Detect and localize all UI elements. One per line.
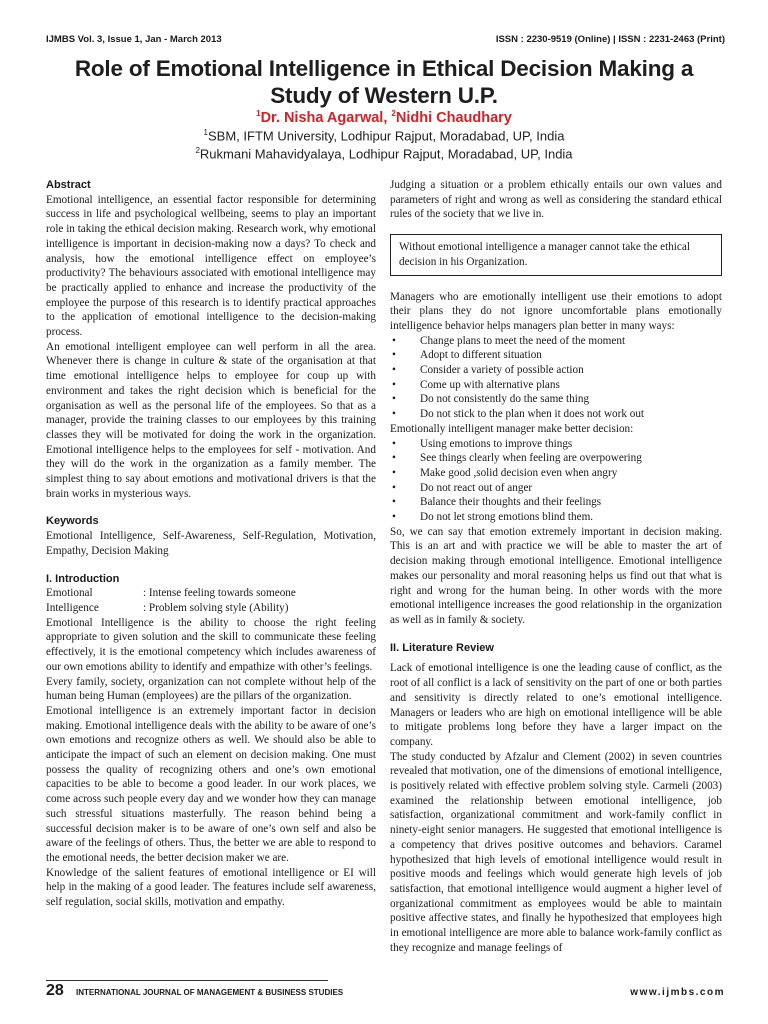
list-item: • See things clearly when feeling are overpowering xyxy=(390,451,722,466)
footer-rule xyxy=(46,980,328,981)
list-item: • Balance their thoughts and their feelings xyxy=(390,495,722,510)
author-1-marker: 1 xyxy=(256,109,261,118)
introduction-paragraph-3: Emotional intelligence is an extremely important factor in decision making. Emotional intelligence deals with the ability to be aware of one’s own emotions and recognize others as well. We should also be able to anticipate the impact of such an element on decision making. One must possess the quality of recognizing others and one’s own emotional capacities to be able to become a good leader. In our work places, we come across such people every day and we wonder how they can manage such stressful situations masterfully. The reason behind being a successful decision maker is to be aware of one’s own self and also be aware of the feelings of others. Thus, the better we are able to respond to the emotional needs, the better decision maker we are. xyxy=(46,704,376,864)
callout-box xyxy=(390,234,722,275)
decision-list xyxy=(390,437,722,525)
affiliation-2-text: Rukmani Mahavidyalaya, Lodhipur Rajput, Moradabad, UP, India xyxy=(199,146,573,162)
list-item: • Do not let strong emotions blind them. xyxy=(390,510,722,525)
author-list xyxy=(0,109,768,126)
definition-row xyxy=(46,601,376,616)
paper-title-line-2: Study of Western U.P. xyxy=(270,83,498,108)
abstract-heading: Abstract xyxy=(46,179,91,191)
list-item: • Adopt to different situation xyxy=(390,348,722,363)
definition-text: : Problem solving style (Ability) xyxy=(143,601,289,614)
abstract-paragraph-2: An emotional intelligent employee can well perform in all the area. Whenever there is change in culture & state of the organisation at that time emotional intelligence helps to employee for coup up with environment and takes the right decision which is beneficial for the organisation as well as the personal life of the employees. So that as a manager, provide the training classes to our employees by this training classes they will be motivated for doing the work in the organization. Emotional intelligence helps to the employees for self - motivation. And they will do the work in the organization as a family member. The simplest thing to say about emotions and motivational drivers is that the brain works in mysterious ways. xyxy=(46,340,376,500)
keywords-heading: Keywords xyxy=(46,515,99,528)
introduction-paragraph-1: Emotional Intelligence is the ability to choose the right feeling appropriate to given solution and the skill to communicate these feeling effectively, it is the emotional competency which includes awareness of our own emotions ability to identify and empathize with other’s feelings. xyxy=(46,616,376,673)
affiliation-1-text: SBM, IFTM University, Lodhipur Rajput, Moradabad, UP, India xyxy=(208,128,565,144)
right-paragraph-3: Emotionally intelligent manager make better decision: xyxy=(390,422,634,435)
list-item: • Change plans to meet the need of the moment xyxy=(390,334,722,349)
planning-list xyxy=(390,334,722,422)
author-2-marker: 2 xyxy=(391,109,396,118)
right-paragraph-2: Managers who are emotionally intelligent use their emotions to adopt their plans they do not ignore uncomfortable plans emotionally intelligence behavior helps managers plan better in many ways: xyxy=(390,290,722,332)
literature-review-heading: II. Literature Review xyxy=(390,641,494,654)
list-item: • Do not stick to the plan when it does not work out xyxy=(390,407,722,422)
list-item: • Do not consistently do the same thing xyxy=(390,392,722,407)
list-item: • Do not react out of anger xyxy=(390,481,722,496)
page-number: 28 xyxy=(46,982,64,999)
definition-term: Intelligence xyxy=(46,601,99,614)
journal-name: INTERNATIONAL JOURNAL OF MANAGEMENT & BUSINESS STUDIES xyxy=(76,988,344,997)
keywords-text: Emotional Intelligence, Self-Awareness, Self-Regulation, Motivation, Empathy, Decision Making xyxy=(46,530,376,557)
affiliation-1-marker: 1 xyxy=(203,128,208,137)
right-column xyxy=(390,178,722,955)
callout-text: Without emotional intelligence a manager cannot take the ethical decision in his Organization. xyxy=(399,241,690,268)
list-item: • Using emotions to improve things xyxy=(390,437,722,452)
author-1-name: Dr. Nisha Agarwal, xyxy=(260,109,388,126)
abstract-paragraph-1: Emotional intelligence, an essential factor responsible for determining success in life and psychological wellbeing, seems to play an important role in taking the ethical decision making. Research work, why emotional intelligence is important in decision-making now a days? To check and analysis, how the emotional intelligence effect on employee’s productivity? The behaviours associated with emotional intelligence may be practically applied to enhance and increase the productivity of the employee the purpose of this research is to identify practical approaches to the application of emotional intelligence to the decision-making process. xyxy=(46,193,376,339)
literature-paragraph-2: The study conducted by Afzalur and Clement (2002) in seven countries revealed that motivation, one of the dimensions of emotional intelligence, is positively related with effective problem solving style. Carmeli (2003) examined the relationship between emotional intelligence, job satisfaction, organizational commitment and work-family conflict in ninety-eight senior managers. He suggested that emotional intelligence is a competency that drives positive outcomes and behaviors. Caramel hypothesized that high levels of emotional intelligence would result in positive moods and feelings which would generate high levels of job satisfaction, that emotional intelligence would augment a higher level of organizational commitment as employees would be able to maintain positive affective states, and finally he hypothesized that employees high in emotional intelligence are more able to balance work-family conflict as they recognize and manage feelings of xyxy=(390,750,722,954)
right-paragraph-4: So, we can say that emotion extremely important in decision making. This is an art and with practice we will be able to master the art of decision making through emotional intelligence. Emotional intelligence makes our personality and moral reasoning helps us find out that what is right and wrong for the human being. In other words with the more emotional intelligence increases the good relationship in the organization as well as in family & society. xyxy=(390,525,722,626)
list-item: • Consider a variety of possible action xyxy=(390,363,722,378)
affiliation-1 xyxy=(0,128,768,143)
definition-text: : Intense feeling towards someone xyxy=(143,587,296,600)
running-header-issn: ISSN : 2230-9519 (Online) | ISSN : 2231-2463 (Print) xyxy=(495,34,725,45)
introduction-heading: I. Introduction xyxy=(46,572,120,585)
definition-term: Emotional xyxy=(46,587,93,600)
literature-paragraph-1: Lack of emotional intelligence is one the leading cause of conflict, as the root of all conflict is a lack of sensitivity on the part of one or both parties and sensitivity is directly related to one’s emotional intelligence. Managers or leaders who are high on emotional intelligence will be able to mitigate problems long before they have a larger impact on the company. xyxy=(390,662,722,748)
list-item: • Come up with alternative plans xyxy=(390,378,722,393)
affiliation-2-marker: 2 xyxy=(195,146,200,155)
paper-title-line-1: Role of Emotional Intelligence in Ethical Decision Making a xyxy=(74,56,694,81)
journal-website: www.ijmbs.com xyxy=(630,987,725,998)
introduction-paragraph-4: Knowledge of the salient features of emotional intelligence or EI will help in the making of a good leader. The features include self awareness, self regulation, social skills, motivation and empathy. xyxy=(46,866,376,909)
author-2-name: Nidhi Chaudhary xyxy=(395,109,512,126)
right-paragraph-1: Judging a situation or a problem ethically entails our own values and parameters of right and wrong as well as considering the standard ethical rules of the society that we live in. xyxy=(390,179,722,221)
definition-row xyxy=(46,586,376,601)
running-header-volume: IJMBS Vol. 3, Issue 1, Jan - March 2013 xyxy=(46,34,222,45)
affiliation-2 xyxy=(0,146,768,161)
list-item: • Make good ,solid decision even when angry xyxy=(390,466,722,481)
left-column xyxy=(46,178,376,910)
introduction-paragraph-2: Every family, society, organization can not complete without help of the human being Human (employees) are the pillars of the organization. xyxy=(46,675,376,703)
paper-title xyxy=(30,55,738,109)
